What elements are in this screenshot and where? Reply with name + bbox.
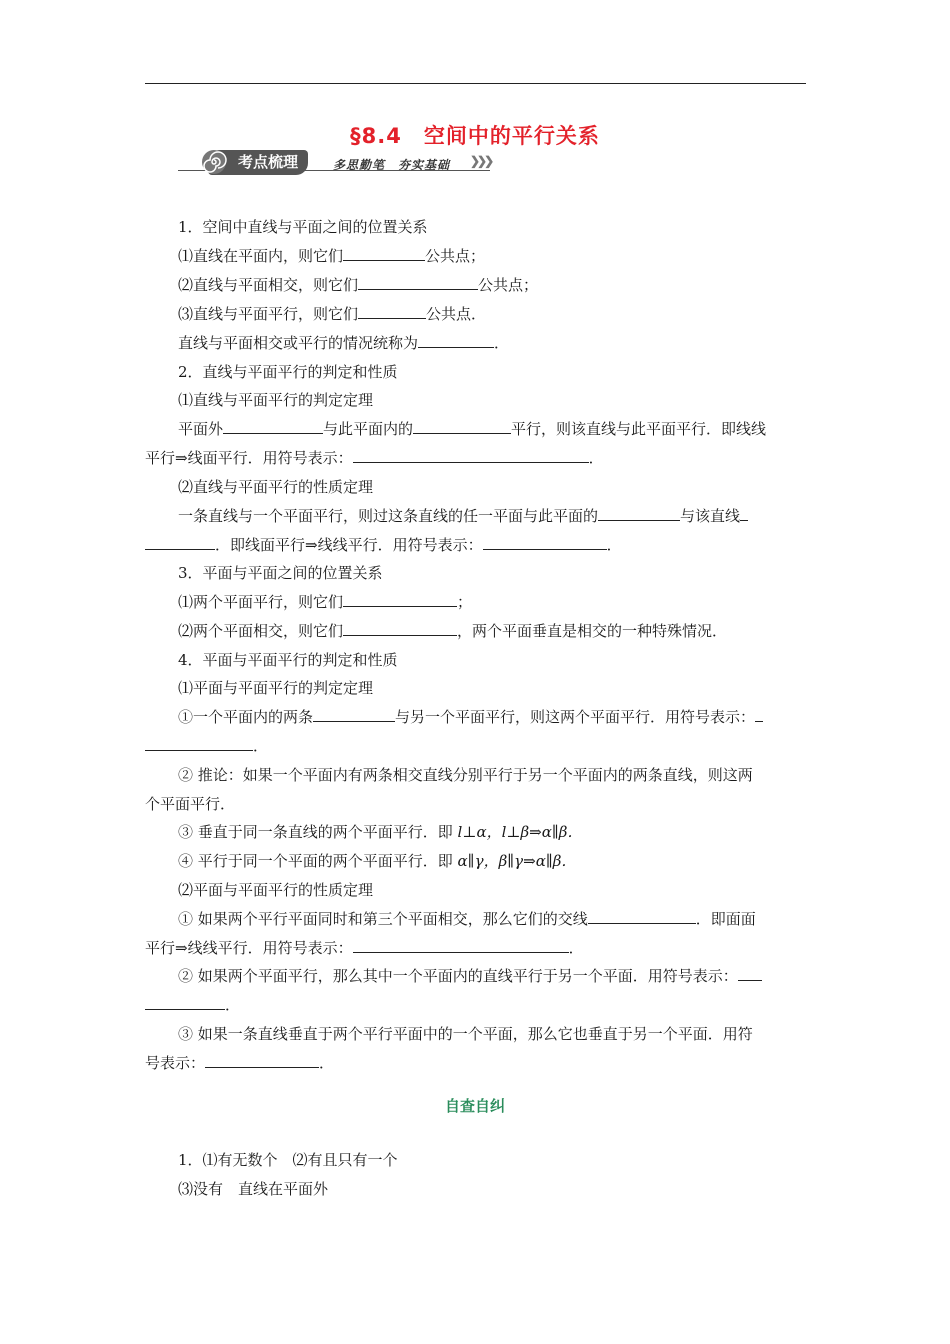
text-line: ② 推论：如果一个平面内有两条相交直线分别平行于另一个平面内的两条直线，则这两 [178,766,753,784]
text: ③ 垂直于同一条直线的两个平面平行．即 [178,823,458,841]
text: 直线与平面相交或平行的情况统称为 [178,334,419,352]
blank [483,535,607,550]
banner-slogan: 多思勤笔 夯实基础 [333,158,451,172]
text-line [178,419,766,439]
banner-label: 考点梳理 [208,150,308,175]
text: ． [319,1054,335,1072]
blank [353,938,569,953]
text-line: 个平面平行． [145,795,236,813]
section-banner [178,148,508,182]
text-line [178,333,509,353]
text: ． [568,939,584,957]
text-line [178,822,582,842]
text: 号表示： [145,1054,206,1072]
answer-line: 1．⑴有无数个 ⑵有且只有一个 [178,1151,398,1169]
text-line [178,707,763,727]
header-rule [145,83,806,84]
text-line [145,535,622,555]
text: 公共点； [425,247,486,265]
text: ⑵直线与平面相交，则它们 [178,276,359,294]
text: ． [588,449,604,467]
text: ． [225,996,241,1014]
text-line [178,246,485,266]
blank [343,592,457,607]
swirl-icon [200,148,228,176]
text: 公共点． [426,305,487,323]
text: ⑴直线在平面内，则它们 [178,247,344,265]
blank [353,448,589,463]
blank [358,275,478,290]
text: 与该直线 [680,507,741,525]
blank [588,909,696,924]
subheading: ⑵直线与平面平行的性质定理 [178,478,374,496]
item-4-heading: 4．平面与平面平行的判定和性质 [178,651,398,669]
blank [738,966,762,981]
blank [205,1053,319,1068]
text: 平行⇒线线平行．用符号表示： [145,939,353,957]
text-line [178,966,762,986]
blank [145,535,215,550]
text-line [145,938,584,958]
subheading: ⑴直线与平面平行的判定定理 [178,391,374,409]
text-line: ③ 如果一条直线垂直于两个平行平面中的一个平面，那么它也垂直于另一个平面．用符 [178,1025,753,1043]
text: ④ 平行于同一个平面的两个平面平行．即 [178,852,458,870]
formula: l⊥α，l⊥β⇒α∥β． [457,823,583,841]
blank [413,419,511,434]
item-2-heading: 2．直线与平面平行的判定和性质 [178,363,398,381]
text: ⑵两个平面相交，则它们 [178,622,344,640]
blank [740,506,748,521]
blank [598,506,680,521]
text: ①一个平面内的两条 [178,708,314,726]
blank [145,736,253,751]
blank [223,419,323,434]
text: ． [494,334,510,352]
text-line [178,621,727,641]
text: ，两个平面垂直是相交的一种特殊情况． [457,622,728,640]
blank [755,707,763,722]
text-line [145,736,268,756]
answers-heading: 自查自纠 [444,1097,505,1115]
page-title: §8.4 空间中的平行关系 [350,124,600,148]
text-line [178,304,486,324]
text-line [178,851,576,871]
text: ① 如果两个平行平面同时和第三个平面相交，那么它们的交线 [178,910,588,928]
text: 平行，则该直线与此平面平行．即线线 [511,420,767,438]
formula: α∥γ，β∥γ⇒α∥β． [457,852,577,870]
text: ⑴两个平面平行，则它们 [178,593,344,611]
text: ． [253,737,269,755]
blank [313,707,395,722]
blank [343,246,425,261]
blank [418,333,494,348]
subheading: ⑴平面与平面平行的判定定理 [178,679,374,697]
chevrons-icon: ❯❯❯ [470,154,492,168]
subheading: ⑵平面与平面平行的性质定理 [178,881,374,899]
blank [145,995,225,1010]
text-line [178,592,472,612]
text-line [145,995,240,1015]
text: ② 如果两个平面平行，那么其中一个平面内的直线平行于另一个平面．用符号表示： [178,967,738,985]
text: ． [606,536,622,554]
text: 一条直线与一个平面平行，则过这条直线的任一平面与此平面的 [178,507,599,525]
text: 公共点； [478,276,539,294]
text: 平面外 [178,420,224,438]
text: ； [457,593,473,611]
text: ．即面面 [695,910,756,928]
text-line [178,506,748,526]
text: ⑶直线与平面平行，则它们 [178,305,359,323]
text-line [145,1053,334,1073]
blank [343,621,457,636]
text: 与另一个平面平行，则这两个平面平行．用符号表示： [395,708,756,726]
item-3-heading: 3．平面与平面之间的位置关系 [178,564,383,582]
blank [358,304,426,319]
text: ．即线面平行⇒线线平行．用符号表示： [215,536,483,554]
answer-line: ⑶没有 直线在平面外 [178,1180,329,1198]
text: 平行⇒线面平行．用符号表示： [145,449,353,467]
text-line [178,275,538,295]
text-line [178,909,756,929]
text-line [145,448,604,468]
text: 与此平面内的 [323,420,414,438]
item-1-heading: 1．空间中直线与平面之间的位置关系 [178,218,428,236]
